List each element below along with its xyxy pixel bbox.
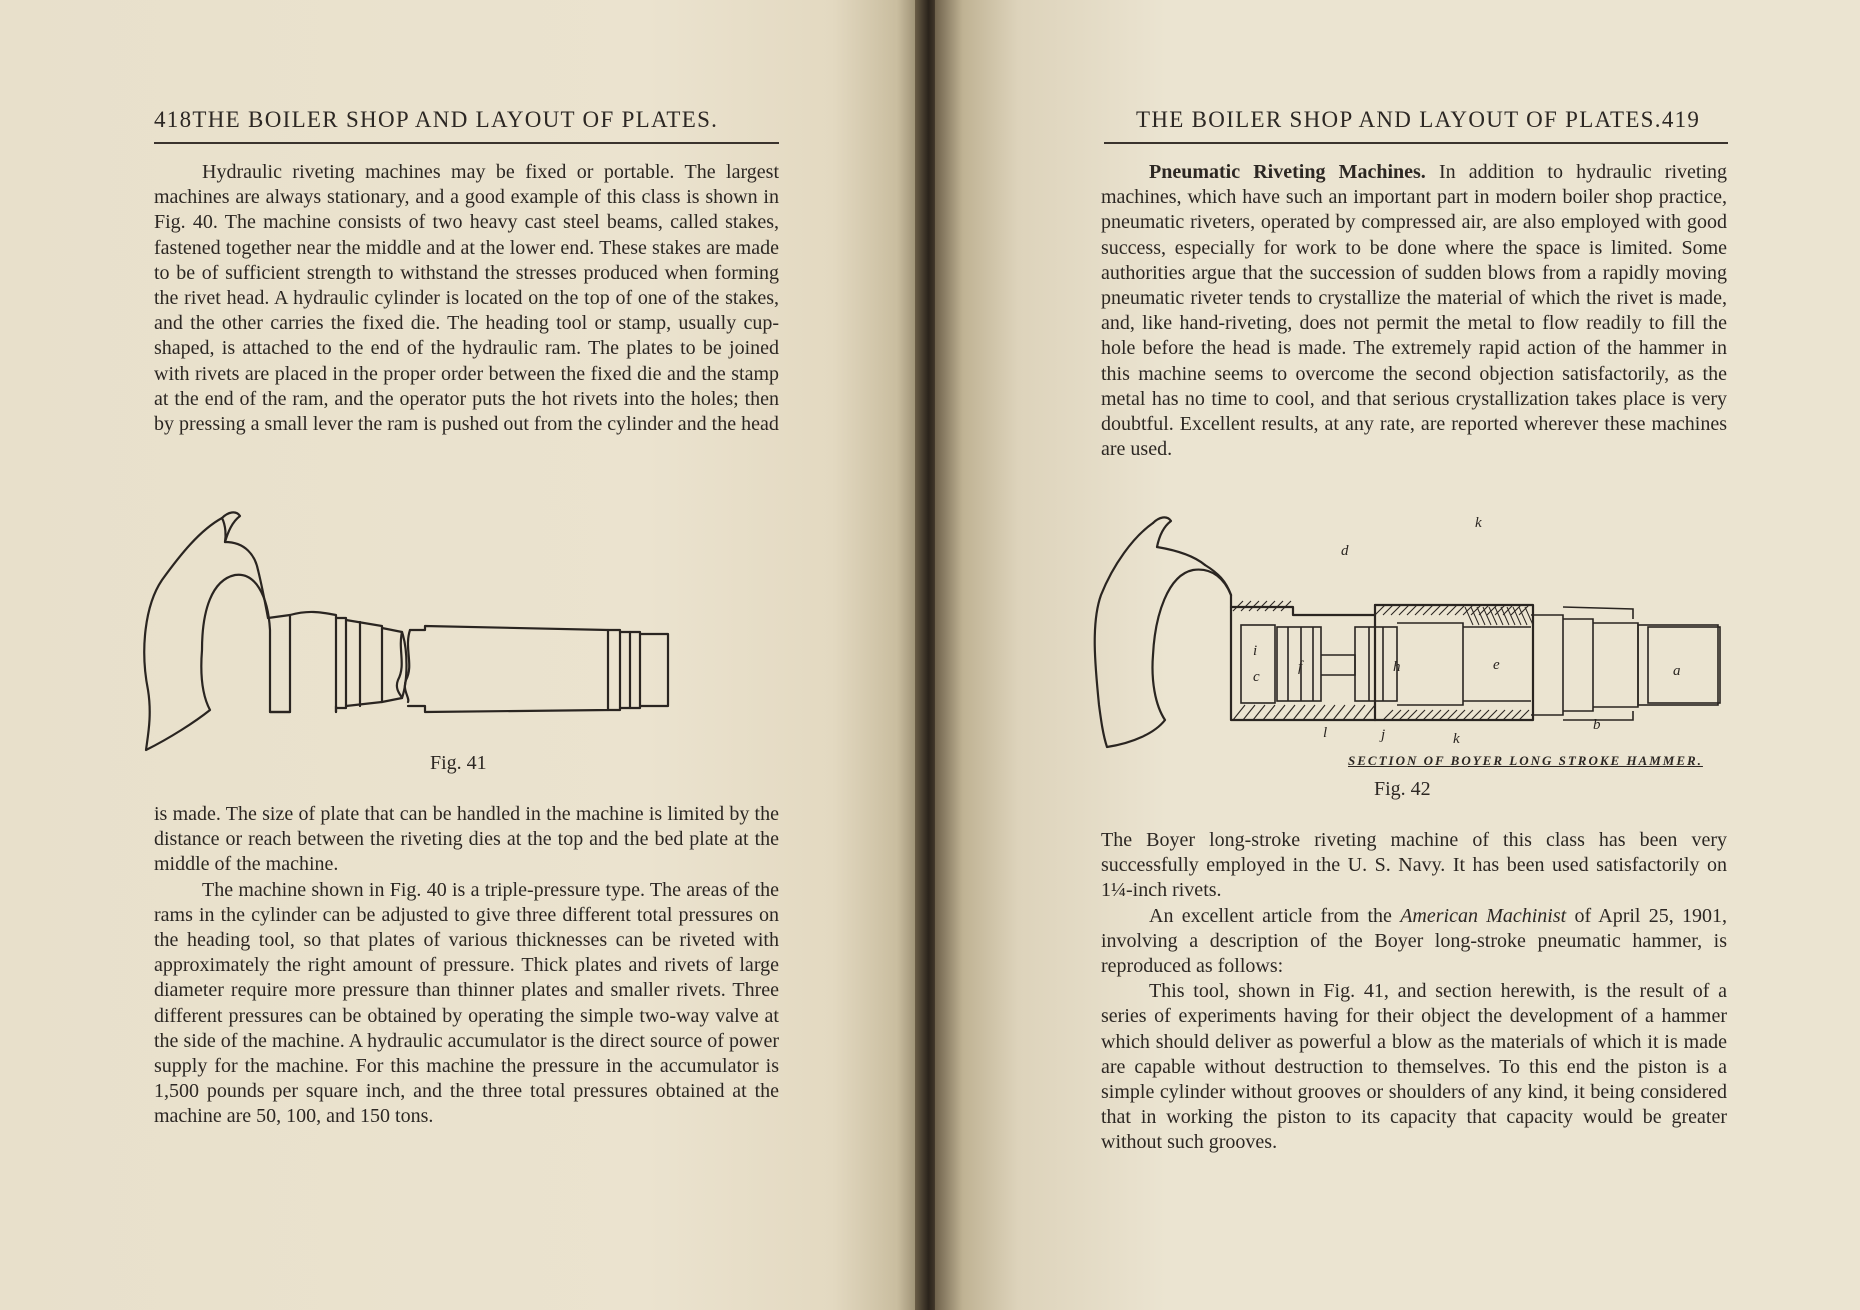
- right-text-bottom: [1101, 828, 1727, 1156]
- right-paragraph-3: [1101, 904, 1727, 980]
- left-paragraph-3: The machine shown in Fig. 40 is a triple-pressure type. The areas of the rams in the cylinder can be adjusted to give three different total pressures on the heading tool, so that plates of various thicknesses can be riveted with approximately the right amount of pressure. Thick plates and rivets of large diameter require more pressure than thinner plates and smaller rivets. Three different pressures can be obtained by operating the simple two-way valve at the side of the machine. A hydraulic accumulator is the direct source of power supply for the machine. For this machine the pressure in the accumulator is 1,500 pounds per square inch, and the three total pressures obtained at the machine are 50, 100, and 150 tons.: [154, 878, 779, 1128]
- right-paragraph-2: The Boyer long-stroke riveting machine of this class has been very successfully employed in the U. S. Navy. It has been used satisfactorily on 1¼-inch rivets.: [1101, 829, 1727, 902]
- left-text-bottom: [154, 802, 779, 1130]
- fig42-letter-f: f: [1298, 659, 1303, 675]
- section-heading-pneumatic: Pneumatic Riveting Machines.: [1149, 161, 1426, 183]
- right-header-rule: [1104, 142, 1728, 144]
- fig42-letter-k-bottom: k: [1453, 731, 1460, 747]
- fig42-letter-k-top: k: [1475, 515, 1482, 531]
- right-paragraph-3-after: of April 25, 1901, involving a description of the Boyer long-stroke pneumatic hammer, is reproduced as follows:: [1101, 904, 1728, 978]
- left-text-top: [154, 160, 779, 437]
- right-paragraph-1: [1101, 160, 1727, 462]
- pneumatic-hammer-figure-41: [140, 500, 800, 760]
- right-paragraph-3-before: An excellent article from the: [1149, 904, 1401, 927]
- fig42-section-label: SECTION OF BOYER LONG STROKE HAMMER.: [1348, 753, 1703, 768]
- fig42-letter-i: i: [1253, 643, 1258, 659]
- fig42-letter-d: d: [1341, 543, 1349, 559]
- left-paragraph-2: is made. The size of plate that can be handled in the machine is limited by the distance or reach between the riveting dies at the top and the bed plate at the middle of the machine.: [154, 803, 779, 876]
- right-figure-caption: Fig. 42: [1374, 778, 1431, 800]
- left-running-header: 418THE BOILER SHOP AND LAYOUT OF PLATES.: [154, 107, 719, 132]
- fig42-letter-h: h: [1393, 659, 1401, 675]
- fig42-letter-j: j: [1381, 727, 1386, 743]
- fig42-letter-a: a: [1673, 663, 1681, 679]
- right-running-header: THE BOILER SHOP AND LAYOUT OF PLATES.419: [1136, 107, 1701, 132]
- fig42-letter-l: l: [1323, 725, 1328, 741]
- fig42-letter-c: c: [1253, 669, 1260, 685]
- left-header-rule: [154, 142, 779, 144]
- fig42-letter-b: b: [1593, 717, 1601, 733]
- boyer-hammer-section-figure-42: [1093, 515, 1733, 755]
- left-paragraph-1: Hydraulic riveting machines may be fixed or portable. The largest machines are always stationary, and a good example of this class is shown in Fig. 40. The machine consists of two heavy cast steel beams, called stakes, fastened together near the middle and at the lower end. These stakes are made to be of sufficient strength to withstand the stresses produced when forming the rivet head. A hydraulic cylinder is located on the top of one of the stakes, and the other carries the fixed die. The heading tool or stamp, usually cup-shaped, is attached to the end of the hydraulic ram. The plates to be joined with rivets are placed in the proper order between the fixed die and the stamp at the end of the ram, and the operator puts the hot rivets into the holes; then by pressing a small lever the ram is pushed out from the cylinder and the head: [154, 161, 779, 436]
- right-paragraph-4: This tool, shown in Fig. 41, and section herewith, is the result of a series of experiments having for their object the development of a hammer which should deliver as powerful a blow as the materials of which it is made are capable without destruction to themselves. To this end the piston is a simple cylinder without grooves or shoulders of any kind, it being considered that in working the piston to its capacity that capacity would be greater without such grooves.: [1101, 980, 1727, 1154]
- fig42-letter-e: e: [1493, 657, 1500, 673]
- right-paragraph-1-body: In addition to hydraulic riveting machines, which have such an important part in modern boiler shop practice, pneumatic riveters, operated by compressed air, are also employed with good success, especially for work to be done where the space is limited. Some authorities argue that the succession of sudden blows from a rapidly moving pneumatic riveter tends to crystallize the material of which the rivet is made, and, like hand-riveting, does not permit the metal to flow readily to fill the hole before the head is made. The extremely rapid action of the hammer in this machine seems to overcome the second objection satisfactorily, as the metal has no time to cool, and that serious crystallization takes place is very doubtful. Excellent results, at any rate, are reported wherever these machines are used.: [1101, 161, 1728, 461]
- right-text-top: [1101, 160, 1727, 462]
- left-figure-caption: Fig. 41: [430, 752, 487, 774]
- american-machinist-title: American Machinist: [1400, 904, 1567, 927]
